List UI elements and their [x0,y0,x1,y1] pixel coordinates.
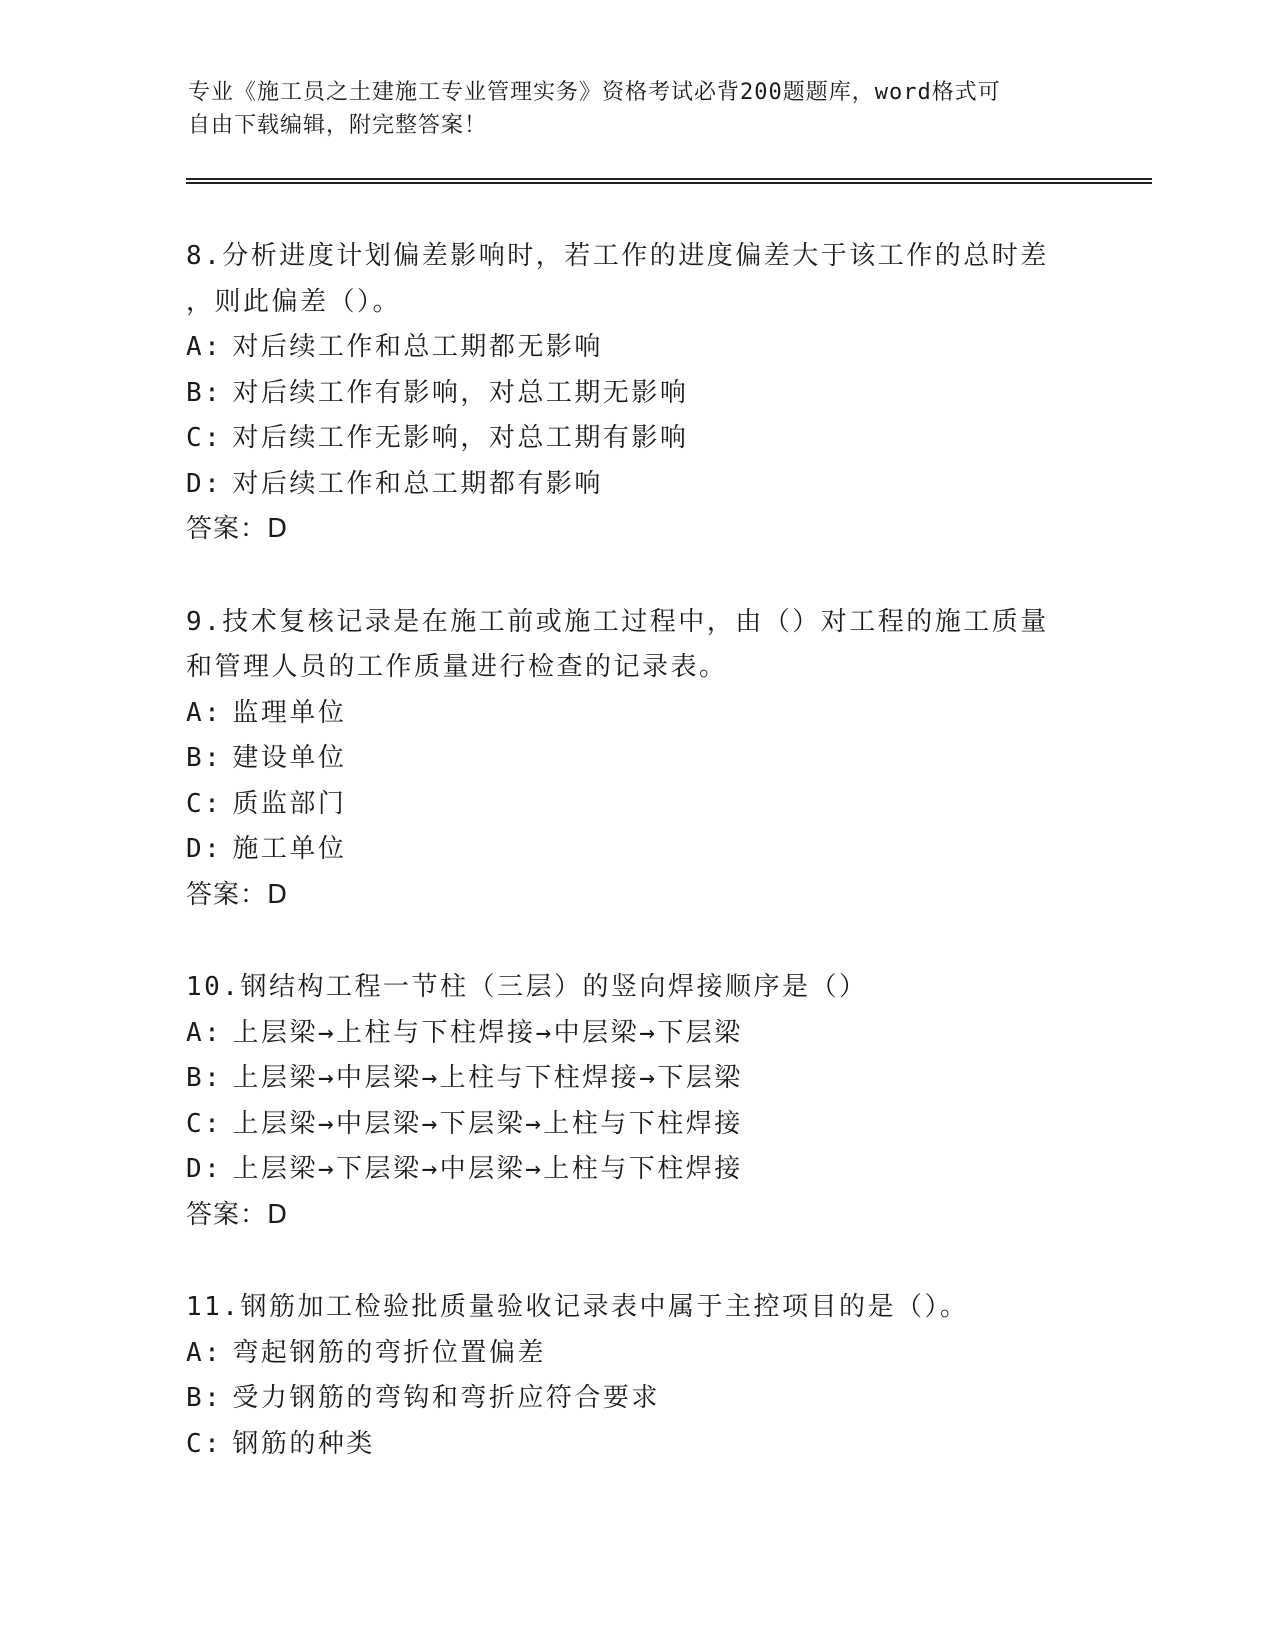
option-key: C: [186,788,223,819]
option-key: B: [186,1063,223,1093]
option-key: C: [186,423,223,453]
answer-option [186,1102,1086,1148]
question-block [186,234,1086,553]
option-key: A: [186,332,223,362]
answer-option [186,691,1086,737]
option-key: B: [186,377,223,408]
option-text: 监理单位 [232,697,347,728]
question-text-line: 9.技术复核记录是在施工前或施工过程中，由（）对工程的施工质量 [186,606,1049,637]
option-text: 受力钢筋的弯钩和弯折应符合要求 [232,1383,660,1413]
question-text-line: ，则此偏差（）。 [186,286,402,317]
option-text: 质监部门 [232,788,347,819]
question-text-line: 8.分析进度计划偏差影响时，若工作的进度偏差大于该工作的总时差 [186,241,1049,271]
option-text: 施工单位 [232,834,347,864]
option-text: 对后续工作和总工期都有影响 [232,468,603,499]
answer-option [186,1011,1086,1057]
header-line-2: 自由下载编辑，附完整答案！ [188,113,488,138]
answer-option [186,1056,1086,1102]
answer-line: 答案：D [186,879,289,910]
question-block [186,1285,1086,1467]
header-double-rule [186,178,1152,184]
answer-option [186,325,1086,371]
option-text: 弯起钢筋的弯折位置偏差 [232,1337,546,1368]
answer-option [186,827,1086,873]
option-text: 上层梁→中层梁→上柱与下柱焊接→下层梁 [232,1063,743,1093]
option-key: C: [186,1428,223,1459]
option-text: 对后续工作有影响，对总工期无影响 [232,377,689,408]
answer-option [186,1422,1086,1468]
option-key: B: [186,743,223,773]
option-text: 对后续工作无影响，对总工期有影响 [232,423,689,453]
option-text: 钢筋的种类 [232,1428,375,1459]
question-block [186,965,1086,1238]
option-key: A: [186,1017,223,1048]
option-text: 对后续工作和总工期都无影响 [232,332,603,362]
option-text: 上层梁→下层梁→中层梁→上柱与下柱焊接 [232,1154,743,1184]
answer-option [186,1376,1086,1422]
option-key: C: [186,1108,223,1139]
question-text-line: 11.钢筋加工检验批质量验收记录表中属于主控项目的是（）。 [186,1292,969,1322]
option-text: 上层梁→上柱与下柱焊接→中层梁→下层梁 [232,1017,743,1048]
answer-line: 答案：D [186,1199,289,1230]
option-key: D: [186,468,223,499]
header-line-1: 专业《施工员之土建施工专业管理实务》资格考试必背200题题库，word格式可 [188,80,1001,105]
answer-option [186,1147,1086,1193]
option-text: 上层梁→中层梁→下层梁→上柱与下柱焊接 [232,1108,743,1139]
document-header [188,76,1088,142]
answer-option [186,462,1086,508]
option-key: B: [186,1383,223,1413]
option-text: 建设单位 [232,743,347,773]
option-key: D: [186,834,223,864]
option-key: A: [186,697,223,728]
answer-option [186,371,1086,417]
option-key: D: [186,1154,223,1184]
question-block [186,600,1086,919]
answer-option [186,736,1086,782]
question-list [186,234,1086,1514]
question-text-line: 10.钢结构工程一节柱（三层）的竖向焊接顺序是（） [186,972,868,1002]
answer-line: 答案：D [186,514,289,544]
answer-option [186,782,1086,828]
question-text-line: 和管理人员的工作质量进行检查的记录表。 [186,652,728,682]
answer-option [186,416,1086,462]
answer-option [186,1331,1086,1377]
option-key: A: [186,1337,223,1368]
